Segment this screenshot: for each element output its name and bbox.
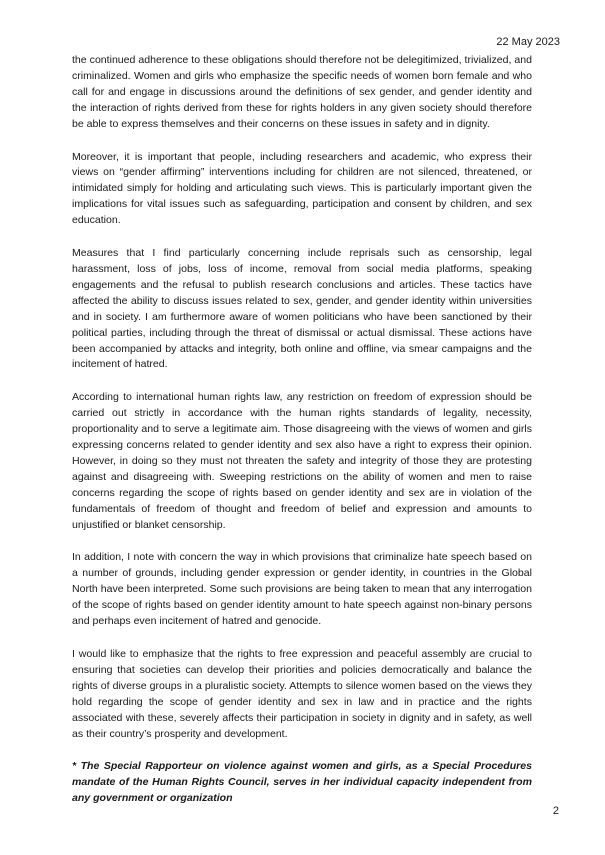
header-date: 22 May 2023 <box>496 36 560 48</box>
footnote: * The Special Rapporteur on violence against women and girls, as a Special Procedures mandate of the Human Rights Council, serves in her individual capacity independent from any government or organization <box>72 760 532 805</box>
document-body <box>72 53 532 807</box>
paragraph: In addition, I note with concern the way in which provisions that criminalize hate speech based on a number of grounds, including gender expression or gender identity, in countries in the Global North have been interpreted. Some such provisions are being taken to mean that any interrogation of the scope of rights based on gender identity amount to hate speech against non-binary persons and perhaps even incitement of hatred and genocide. <box>72 551 532 628</box>
paragraph: Measures that I find particularly concerning include reprisals such as censorship, legal harassment, loss of jobs, loss of income, removal from social media platforms, speaking engagements and the refusal to publish research conclusions and articles. These tactics have affected the ability to discuss issues related to sex, gender, and gender identity within universities and in society. I am furthermore aware of women politicians who have been sanctioned by their political parties, including through the threat of dismissal or actual dismissal. These actions have been accompanied by attacks and integrity, both online and offline, via smear campaigns and the incitement of hatred. <box>72 247 532 371</box>
page-number: 2 <box>552 805 559 817</box>
paragraph: According to international human rights law, any restriction on freedom of expression should be carried out strictly in accordance with the human rights standards of legality, necessity, proportionality and to serve a legitimate aim. Those disagreeing with the views of women and girls expressing concerns related to gender identity and sex also have a right to express their opinion. However, in doing so they must not threaten the safety and integrity of those they are protesting against and disagreeing with. Sweeping restrictions on the ability of women and men to raise concerns regarding the scope of rights based on gender identity and sex are in violation of the fundamentals of freedom of thought and freedom of belief and expression and amounts to unjustified or blanket censorship. <box>72 391 532 531</box>
paragraph: Moreover, it is important that people, including researchers and academic, who express their views on “gender affirming” interventions including for children are not silenced, threatened, or intimidated simply for holding and articulating such views. This is particularly important given the implications for vital issues such as safeguarding, participation and consent by children, and sex education. <box>72 150 532 227</box>
paragraph: the continued adherence to these obligations should therefore not be delegitimized, trivialized, and criminalized. Women and girls who emphasize the specific needs of women born female and who call for and engage in discussions around the definitions of sex gender, and gender identity and the interaction of rights derived from these for rights holders in any given society should therefore be able to express themselves and their concerns on these issues in safety and in dignity. <box>72 54 532 130</box>
paragraph: I would like to emphasize that the rights to free expression and peaceful assembly are crucial to ensuring that societies can develop their priorities and policies democratically and balance the rights of diverse groups in a pluralistic society. Attempts to silence women based on the views they hold regarding the scope of gender identity and sex in law and in practice and the rights associated with these, severely affects their participation in society in dignity and in safety, as well as their country’s prosperity and development. <box>72 648 532 740</box>
